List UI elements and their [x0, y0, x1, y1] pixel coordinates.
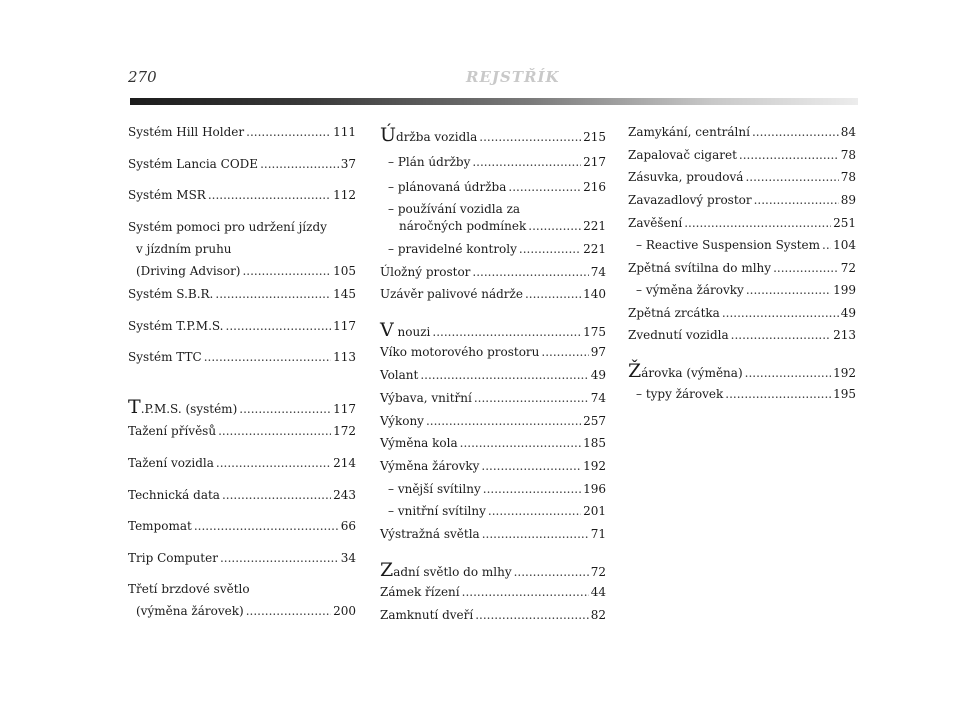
index-entry: Výměna žárovky ..... 192 — [380, 459, 606, 473]
index-entry: Údržba vozidla ..... 215 — [380, 128, 606, 142]
page-ref: 201 — [583, 504, 606, 518]
page-ref: 251 — [833, 216, 856, 230]
index-column-2 — [380, 120, 606, 622]
page-ref: 113 — [333, 350, 356, 364]
index-entry: Výměna kola ..... 185 — [380, 436, 606, 450]
page-ref: 192 — [583, 459, 606, 473]
index-entry: – výměna žárovky ..... 199 — [628, 283, 856, 297]
page-ref: 49 — [590, 368, 606, 382]
page-ref: 78 — [840, 170, 856, 184]
index-entry: Zpětná zrcátka ..... 49 — [628, 306, 856, 320]
index-entry: Tažení přívěsů ..... 172 — [128, 424, 356, 438]
page-ref: 66 — [340, 519, 356, 533]
page-ref: 72 — [840, 261, 856, 275]
section-initial: V — [380, 319, 394, 341]
index-entry: Zamknutí dveří ..... 82 — [380, 608, 606, 622]
index-entry: Systém pomoci pro udržení jízdy v jízdním pruhu (Driving Advisor) ..... 105 — [128, 220, 356, 278]
page-ref: 185 — [583, 436, 606, 450]
page-ref: 71 — [590, 527, 606, 541]
page-ref: 37 — [340, 157, 356, 171]
index-entry: – Reactive Suspension System ..... 104 — [628, 238, 856, 252]
index-entry: Trip Computer ..... 34 — [128, 551, 356, 565]
section-initial: Z — [380, 559, 394, 581]
page-ref: 257 — [583, 414, 606, 428]
index-entry: – pravidelné kontroly ..... 221 — [380, 242, 606, 256]
page-ref: 217 — [583, 155, 606, 169]
index-entry: V nouzi ..... 175 — [380, 323, 606, 337]
page-ref: 111 — [333, 125, 356, 139]
index-entry: Zpětná svítilna do mlhy ..... 72 — [628, 261, 856, 275]
section-initial: Ž — [628, 360, 642, 382]
section-title: REJSTŘÍK — [466, 68, 560, 86]
index-entry: Systém TTC ..... 113 — [128, 350, 356, 364]
index-entry: Zadní světlo do mlhy ..... 72 — [380, 563, 606, 577]
page-ref: 214 — [333, 456, 356, 470]
section-initial: Ú — [380, 124, 397, 146]
section-initial: T — [128, 396, 141, 418]
page-ref: 104 — [833, 238, 856, 252]
index-entry: Systém S.B.R. ..... 145 — [128, 287, 356, 301]
index-entry: Zámek řízení ..... 44 — [380, 585, 606, 599]
page-number: 270 — [128, 68, 157, 86]
index-entry: Systém Hill Holder ..... 111 — [128, 125, 356, 139]
index-entry: – používání vozidla za náročných podmínek ..... 221 — [380, 202, 606, 233]
header-rule — [130, 98, 858, 105]
index-entry: Výkony ..... 257 — [380, 414, 606, 428]
page-ref: 117 — [333, 319, 356, 333]
index-entry: – vnější svítilny ..... 196 — [380, 482, 606, 496]
page-ref: 195 — [833, 387, 856, 401]
index-entry: Tažení vozidla ..... 214 — [128, 456, 356, 470]
index-column-3 — [628, 120, 856, 401]
page-ref: 221 — [583, 242, 606, 256]
index-entry: Systém MSR ..... 112 — [128, 188, 356, 202]
page-ref: 221 — [583, 219, 606, 233]
page-ref: 44 — [590, 585, 606, 599]
index-column-1 — [128, 120, 356, 618]
page-ref: 140 — [583, 287, 606, 301]
page-ref: 112 — [333, 188, 356, 202]
index-entry: Zvednutí vozidla ..... 213 — [628, 328, 856, 342]
index-entry: Zavazadlový prostor ..... 89 — [628, 193, 856, 207]
index-entry: Úložný prostor ..... 74 — [380, 265, 606, 279]
page-ref: 172 — [333, 424, 356, 438]
page-ref: 192 — [833, 366, 856, 380]
index-entry: Výbava, vnitřní ..... 74 — [380, 391, 606, 405]
page-ref: 175 — [583, 325, 606, 339]
page-ref: 215 — [583, 130, 606, 144]
index-entry: Zavěšení ..... 251 — [628, 216, 856, 230]
index-entry: Žárovka (výměna) ..... 192 — [628, 364, 856, 378]
index-entry: Víko motorového prostoru ..... 97 — [380, 345, 606, 359]
index-entry: Zapalovač cigaret ..... 78 — [628, 148, 856, 162]
page-ref: 74 — [590, 265, 606, 279]
page-ref: 105 — [333, 264, 356, 278]
page-ref: 49 — [840, 306, 856, 320]
index-entry: Volant ..... 49 — [380, 368, 606, 382]
index-entry: Zásuvka, proudová ..... 78 — [628, 170, 856, 184]
page-ref: 82 — [590, 608, 606, 622]
index-entry: – Plán údržby ..... 217 — [380, 155, 606, 169]
index-entry: – plánovaná údržba ..... 216 — [380, 180, 606, 194]
index-entry: – typy žárovek ..... 195 — [628, 387, 856, 401]
page-ref: 216 — [583, 180, 606, 194]
index-entry: Tempomat ..... 66 — [128, 519, 356, 533]
page-ref: 74 — [590, 391, 606, 405]
page-ref: 34 — [340, 551, 356, 565]
page-ref: 84 — [840, 125, 856, 139]
page-ref: 243 — [333, 488, 356, 502]
page-ref: 200 — [333, 604, 356, 618]
index-entry: Technická data ..... 243 — [128, 488, 356, 502]
page-ref: 78 — [840, 148, 856, 162]
page-ref: 196 — [583, 482, 606, 496]
page-ref: 117 — [333, 402, 356, 416]
index-entry: Systém Lancia CODE ..... 37 — [128, 157, 356, 171]
index-entry: Výstražná světla ..... 71 — [380, 527, 606, 541]
page-ref: 213 — [833, 328, 856, 342]
page-ref: 72 — [590, 565, 606, 579]
page-ref: 89 — [840, 193, 856, 207]
page-ref: 145 — [333, 287, 356, 301]
index-entry: Zamykání, centrální ..... 84 — [628, 125, 856, 139]
index-entry: Systém T.P.M.S. ..... 117 — [128, 319, 356, 333]
page-header — [0, 0, 960, 110]
index-entry: Třetí brzdové světlo (výměna žárovek) ..... 200 — [128, 582, 356, 618]
index-entry: Uzávěr palivové nádrže ..... 140 — [380, 287, 606, 301]
index-entry: T.P.M.S. (systém) ..... 117 — [128, 400, 356, 414]
page-ref: 97 — [590, 345, 606, 359]
index-entry: – vnitřní svítilny ..... 201 — [380, 504, 606, 518]
page-ref: 199 — [833, 283, 856, 297]
